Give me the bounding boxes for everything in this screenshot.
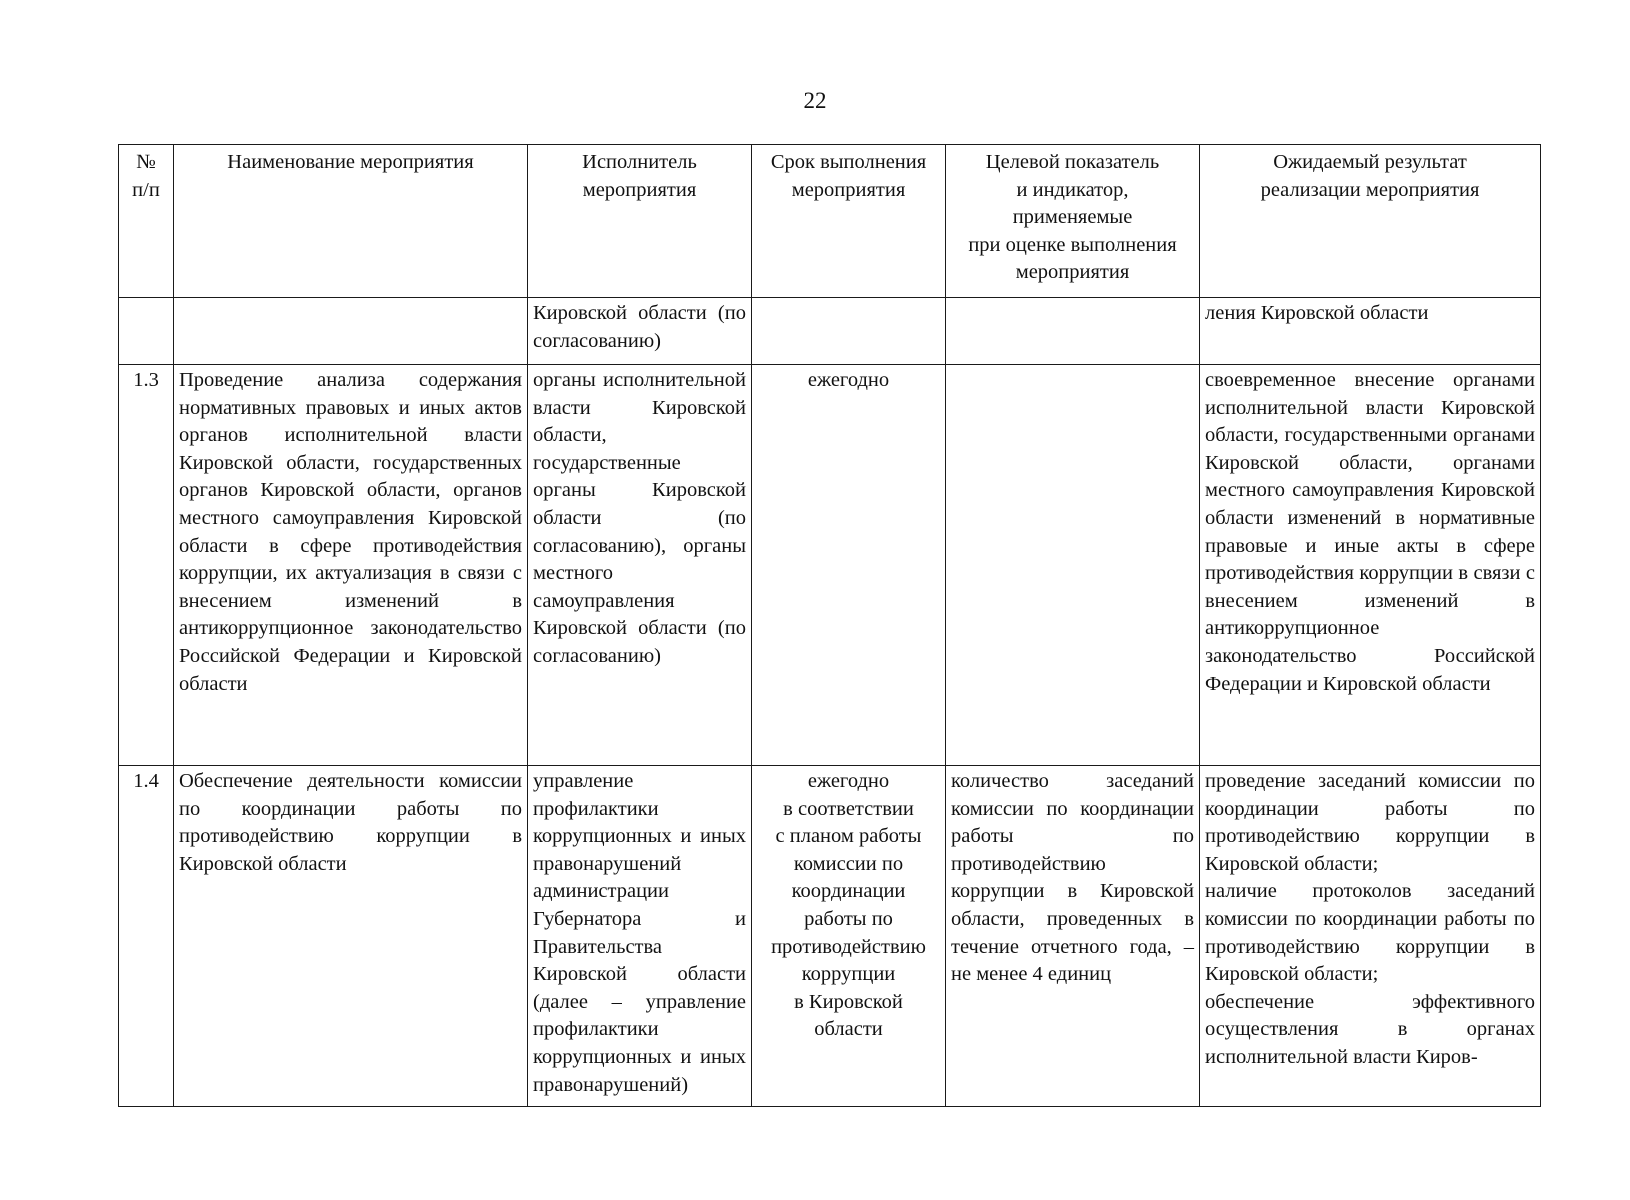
page-number: 22 — [803, 88, 827, 113]
cell-executor: органы исполнительной власти Кировской области, государственные органы Кировской области (по согласованию), органы местного самоуправления Кировской области (по согласованию) — [528, 365, 752, 766]
cell-indicator — [946, 365, 1200, 766]
cell-deadline: ежегодно — [752, 365, 946, 766]
cell-deadline: ежегодно в соответствии с планом работы комиссии по координации работы по противодействию коррупции в Кировской области — [752, 766, 946, 1107]
cell-number: 1.4 — [119, 766, 174, 1107]
table-row-1-4 — [119, 766, 1541, 1107]
cell-number — [119, 298, 174, 365]
cell-indicator — [946, 298, 1200, 365]
header-number: № п/п — [119, 145, 174, 298]
cell-result: проведение заседаний комиссии по координации работы по противодействию коррупции в Кировской области; наличие протоколов заседаний комиссии по координации работы по противодействию коррупции в Кировской области; обеспечение эффективного осуществления в органах исполнительной власти Киров- — [1200, 766, 1541, 1107]
cell-executor: Кировской области (по согласованию) — [528, 298, 752, 365]
cell-result: своевременное внесение органами исполнительной власти Кировской области, государственными органами Кировской области, органами местного самоуправления Кировской области изменений в нормативные правовые и иные акты в сфере противодействия коррупции в связи с внесением изменений в антикоррупционное законодательство Российской Федерации и Кировской области — [1200, 365, 1541, 766]
action-plan-table — [118, 144, 1541, 1107]
cell-indicator: количество заседаний комиссии по координации работы по противодействию коррупции в Кировской области, проведенных в течение отчетного года, – не менее 4 единиц — [946, 766, 1200, 1107]
cell-number: 1.3 — [119, 365, 174, 766]
cell-name: Обеспечение деятельности комиссии по координации работы по противодействию коррупции в Кировской области — [174, 766, 528, 1107]
header-executor: Исполнитель мероприятия — [528, 145, 752, 298]
cell-deadline — [752, 298, 946, 365]
header-result: Ожидаемый результат реализации мероприятия — [1200, 145, 1541, 298]
table-row-1-3 — [119, 365, 1541, 766]
cell-name — [174, 298, 528, 365]
table-header-row — [119, 145, 1541, 298]
table-row-continuation — [119, 298, 1541, 365]
header-deadline: Срок выполнения мероприятия — [752, 145, 946, 298]
cell-name: Проведение анализа содержания нормативных правовых и иных актов органов исполнительной власти Кировской области, государственных органов Кировской области, органов местного самоуправления Кировской области в сфере противодействия коррупции, их актуализация в связи с внесением изменений в антикоррупционное законодательство Российской Федерации и Кировской области — [174, 365, 528, 766]
cell-executor: управление профилактики коррупционных и иных правонарушений администрации Губернатора и Правительства Кировской области (далее – управление профилактики коррупционных и иных правонарушений) — [528, 766, 752, 1107]
cell-result: ления Кировской области — [1200, 298, 1541, 365]
header-name: Наименование мероприятия — [174, 145, 528, 298]
header-indicator: Целевой показатель и индикатор, применяемые при оценке выполнения мероприятия — [946, 145, 1200, 298]
